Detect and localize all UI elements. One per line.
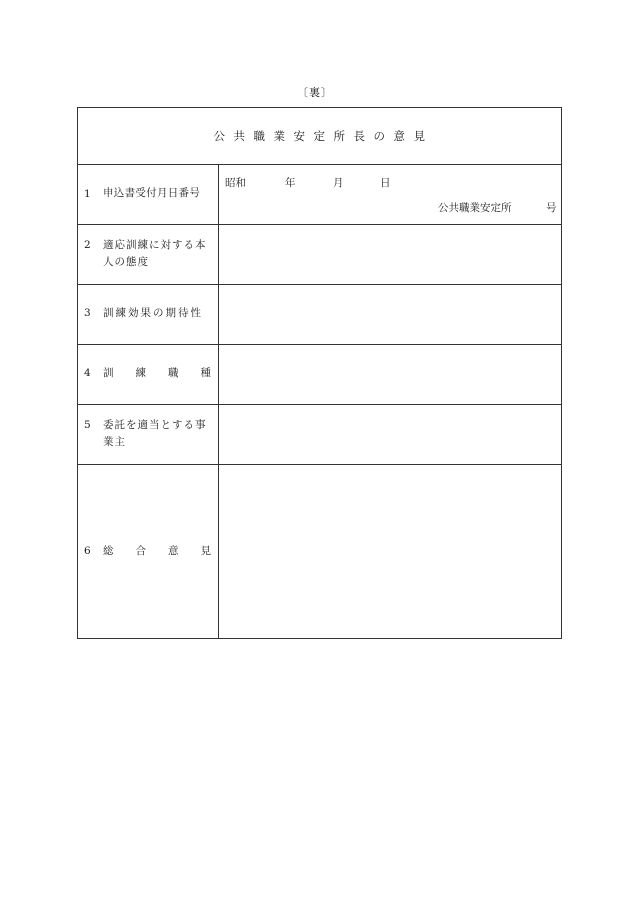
form-row-employer [78,405,561,465]
year-unit: 年 [285,177,296,189]
row-label-cell [78,465,219,639]
day-unit: 日 [380,177,391,189]
form-title: 公共職業安定所長の意見 [78,108,561,165]
form-row-overall-opinion [78,465,561,639]
row-label: 訓練効果の期待性 [103,307,203,319]
month-unit: 月 [333,177,344,189]
number-unit: 号 [546,202,557,214]
receipt-date-field[interactable] [219,165,561,224]
row-number: 5 [84,419,91,431]
occupation-field[interactable] [219,345,561,404]
side-label: 〔裏〕 [297,86,333,99]
overall-opinion-field[interactable] [219,465,561,639]
row-label-cell [78,165,219,224]
opinion-form-table [77,107,562,639]
row-label: 適応訓練に対する本人の態度 [103,239,207,268]
form-row-attitude [78,225,561,285]
row-label: 委託を適当とする事業主 [103,419,207,448]
form-row-occupation [78,345,561,405]
row-number: 6 [84,545,91,557]
row-number: 2 [84,239,91,251]
row-number: 3 [84,307,91,319]
office-name: 公共職業安定所 [438,202,512,214]
row-label-cell [78,285,219,344]
row-number: 4 [84,367,91,379]
form-row-receipt [78,165,561,225]
form-row-expectation [78,285,561,345]
row-label-cell [78,345,219,404]
employer-field[interactable] [219,405,561,464]
era-label: 昭和 [225,177,246,189]
row-number: 1 [84,188,91,200]
row-label-cell [78,405,219,464]
row-label-cell [78,225,219,284]
expectation-field[interactable] [219,285,561,344]
row-label: 総 合 意 見 [103,545,211,557]
row-label: 申込書受付月日番号 [103,187,201,199]
row-label: 訓 練 職 種 [103,367,211,379]
attitude-field[interactable] [219,225,561,284]
